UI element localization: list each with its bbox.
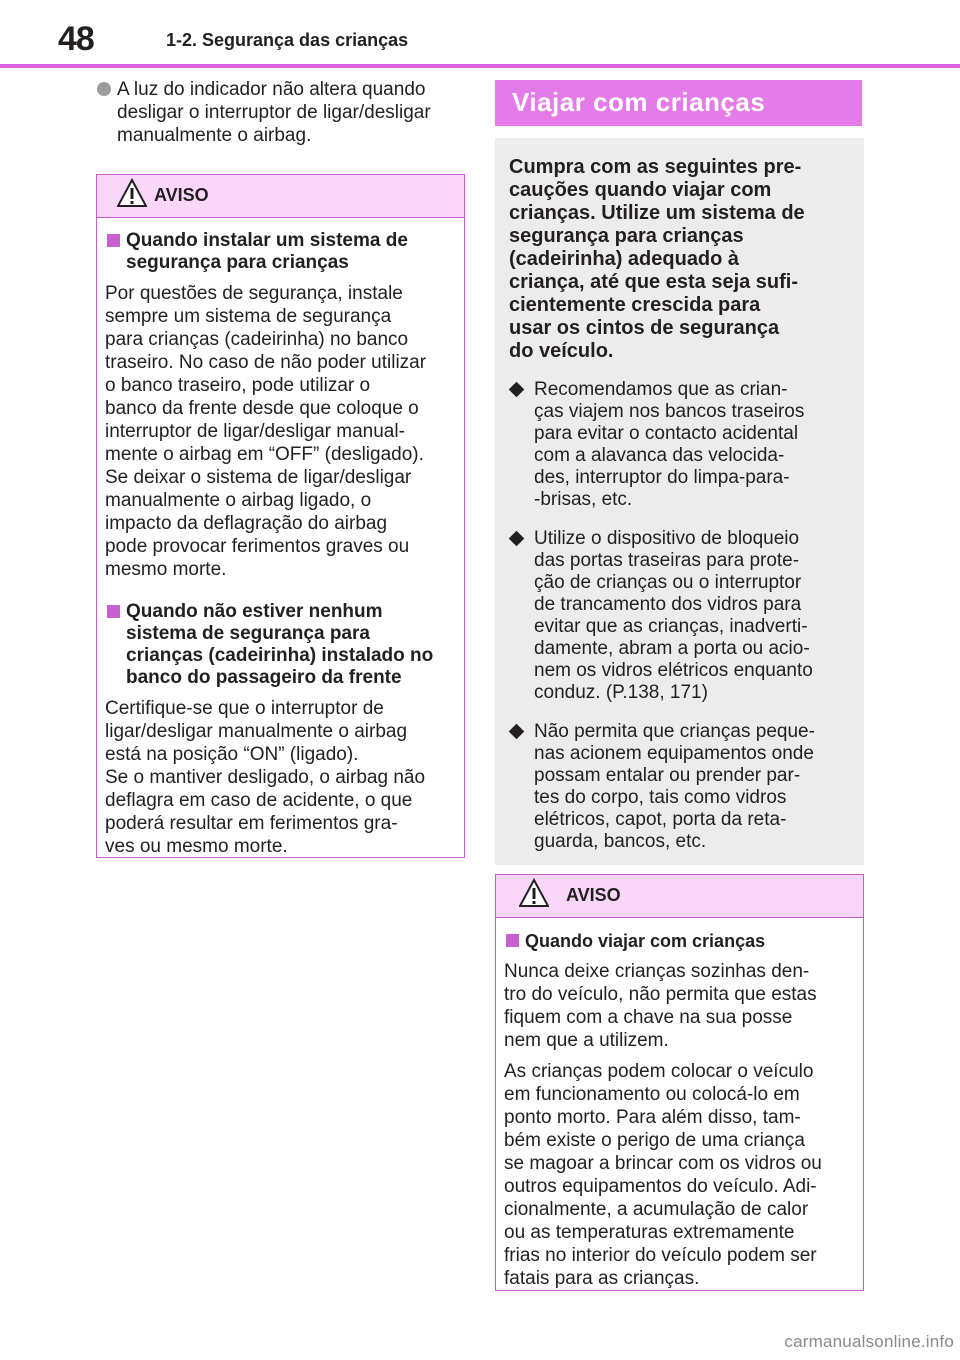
diamond-bullet-icon — [509, 531, 525, 547]
precaution-item — [509, 379, 854, 511]
precautions-intro: Cumpra com as seguintes pre- cauções quando viajar com crianças. Utilize um sistema de segurança para crianças (cadeirinha) adequado à criança, até que esta seja sufi- cientemente crescida para usar os cintos de segurança do veículo. — [509, 156, 805, 362]
warning-header — [97, 175, 464, 218]
page-number: 48 — [58, 20, 94, 58]
header-rule — [0, 64, 960, 68]
warning-triangle-icon — [519, 878, 549, 908]
diamond-bullet-icon — [509, 724, 525, 740]
section-banner — [495, 80, 862, 126]
warning-triangle-icon — [117, 178, 147, 208]
diamond-bullet-icon — [509, 382, 525, 398]
warning-paragraph: Nunca deixe crianças sozinhas den- tro do veículo, não permita que estas fiquem com a chave na sua posse nem que a utilizem. — [504, 961, 817, 1051]
section-title: 1-2. Segurança das crianças — [166, 30, 409, 50]
warning-body — [97, 218, 464, 858]
square-bullet-icon — [107, 234, 120, 247]
warning-paragraph: Certifique-se que o interruptor de ligar/desligar manualmente o airbag está na posição “ON” (ligado). Se o mantiver desligado, o airbag não deflagra em caso de acidente, o que poderá resultar em ferimentos gra- ves ou mesmo morte. — [105, 698, 426, 857]
subheading-text: Quando não estiver nenhum sistema de segurança para crianças (cadeirinha) instalado no banco do passageiro da frente — [126, 601, 434, 688]
warning-subheading — [105, 230, 451, 274]
warning-paragraph: As crianças podem colocar o veículo em funcionamento ou colocá-lo em ponto morto. Para além disso, tam- bém existe o perigo de uma criança se magoar a brincar com os vidros ou outros equipamentos do veículo. Adi- cionalmente, a acumulação de calor ou as temperaturas extremamente frias no interior do veículo podem ser fatais para as crianças. — [504, 1061, 822, 1289]
precaution-text: Recomendamos que as crian- ças viajem nos bancos traseiros para evitar o contacto acidental com a alavanca das velocida- des, interruptor do limpa-para- -brisas, etc. — [534, 379, 805, 510]
precautions-box — [495, 138, 864, 865]
square-bullet-icon — [107, 605, 120, 618]
precaution-text: Não permita que crianças peque- nas acionem equipamentos onde possam entalar ou prender par- tes do corpo, tais como vidros elétricos, capot, porta da reta- guarda, bancos, etc. — [534, 721, 815, 852]
square-bullet-icon — [506, 934, 519, 947]
warning-header — [496, 875, 863, 918]
warning-title: AVISO — [154, 185, 209, 205]
warning-subheading — [105, 601, 451, 689]
note-text: A luz do indicador não altera quando desligar o interruptor de ligar/desligar manualmente o airbag. — [117, 79, 431, 146]
watermark: carmanualsonline.info — [784, 1332, 954, 1351]
precaution-item — [509, 721, 854, 853]
warning-paragraph: Por questões de segurança, instale sempre um sistema de segurança para crianças (cadeirinha) no banco traseiro. No caso de não poder utilizar o banco traseiro, pode utilizar o banco da frente desde que coloque o interruptor de ligar/desligar manual- mente o airbag em “OFF” (desligado). Se deixar o sistema de ligar/desligar manualmente o airbag ligado, o impacto da deflagração do airbag pode provocar ferimentos graves ou mesmo morte. — [105, 283, 427, 580]
warning-subheading — [504, 930, 855, 952]
warning-body — [496, 918, 863, 1290]
warning-title: AVISO — [566, 885, 621, 905]
warning-box-child-seat — [96, 174, 465, 858]
warning-box-travel — [495, 874, 864, 1291]
precaution-text: Utilize o dispositivo de bloqueio das portas traseiras para prote- ção de crianças ou o interruptor de trancamento dos vidros para evitar que as crianças, inadverti- damente, abram a porta ou acio- nem os vidros elétricos enquanto conduz. (P.138, 171) — [534, 528, 813, 703]
subheading-text: Quando viajar com crianças — [525, 931, 766, 951]
banner-title: Viajar com crianças — [512, 87, 766, 117]
indicator-note — [97, 78, 465, 147]
subheading-text: Quando instalar um sistema de segurança para crianças — [126, 230, 408, 273]
bullet-dot-icon — [97, 82, 111, 96]
precaution-item — [509, 528, 854, 704]
